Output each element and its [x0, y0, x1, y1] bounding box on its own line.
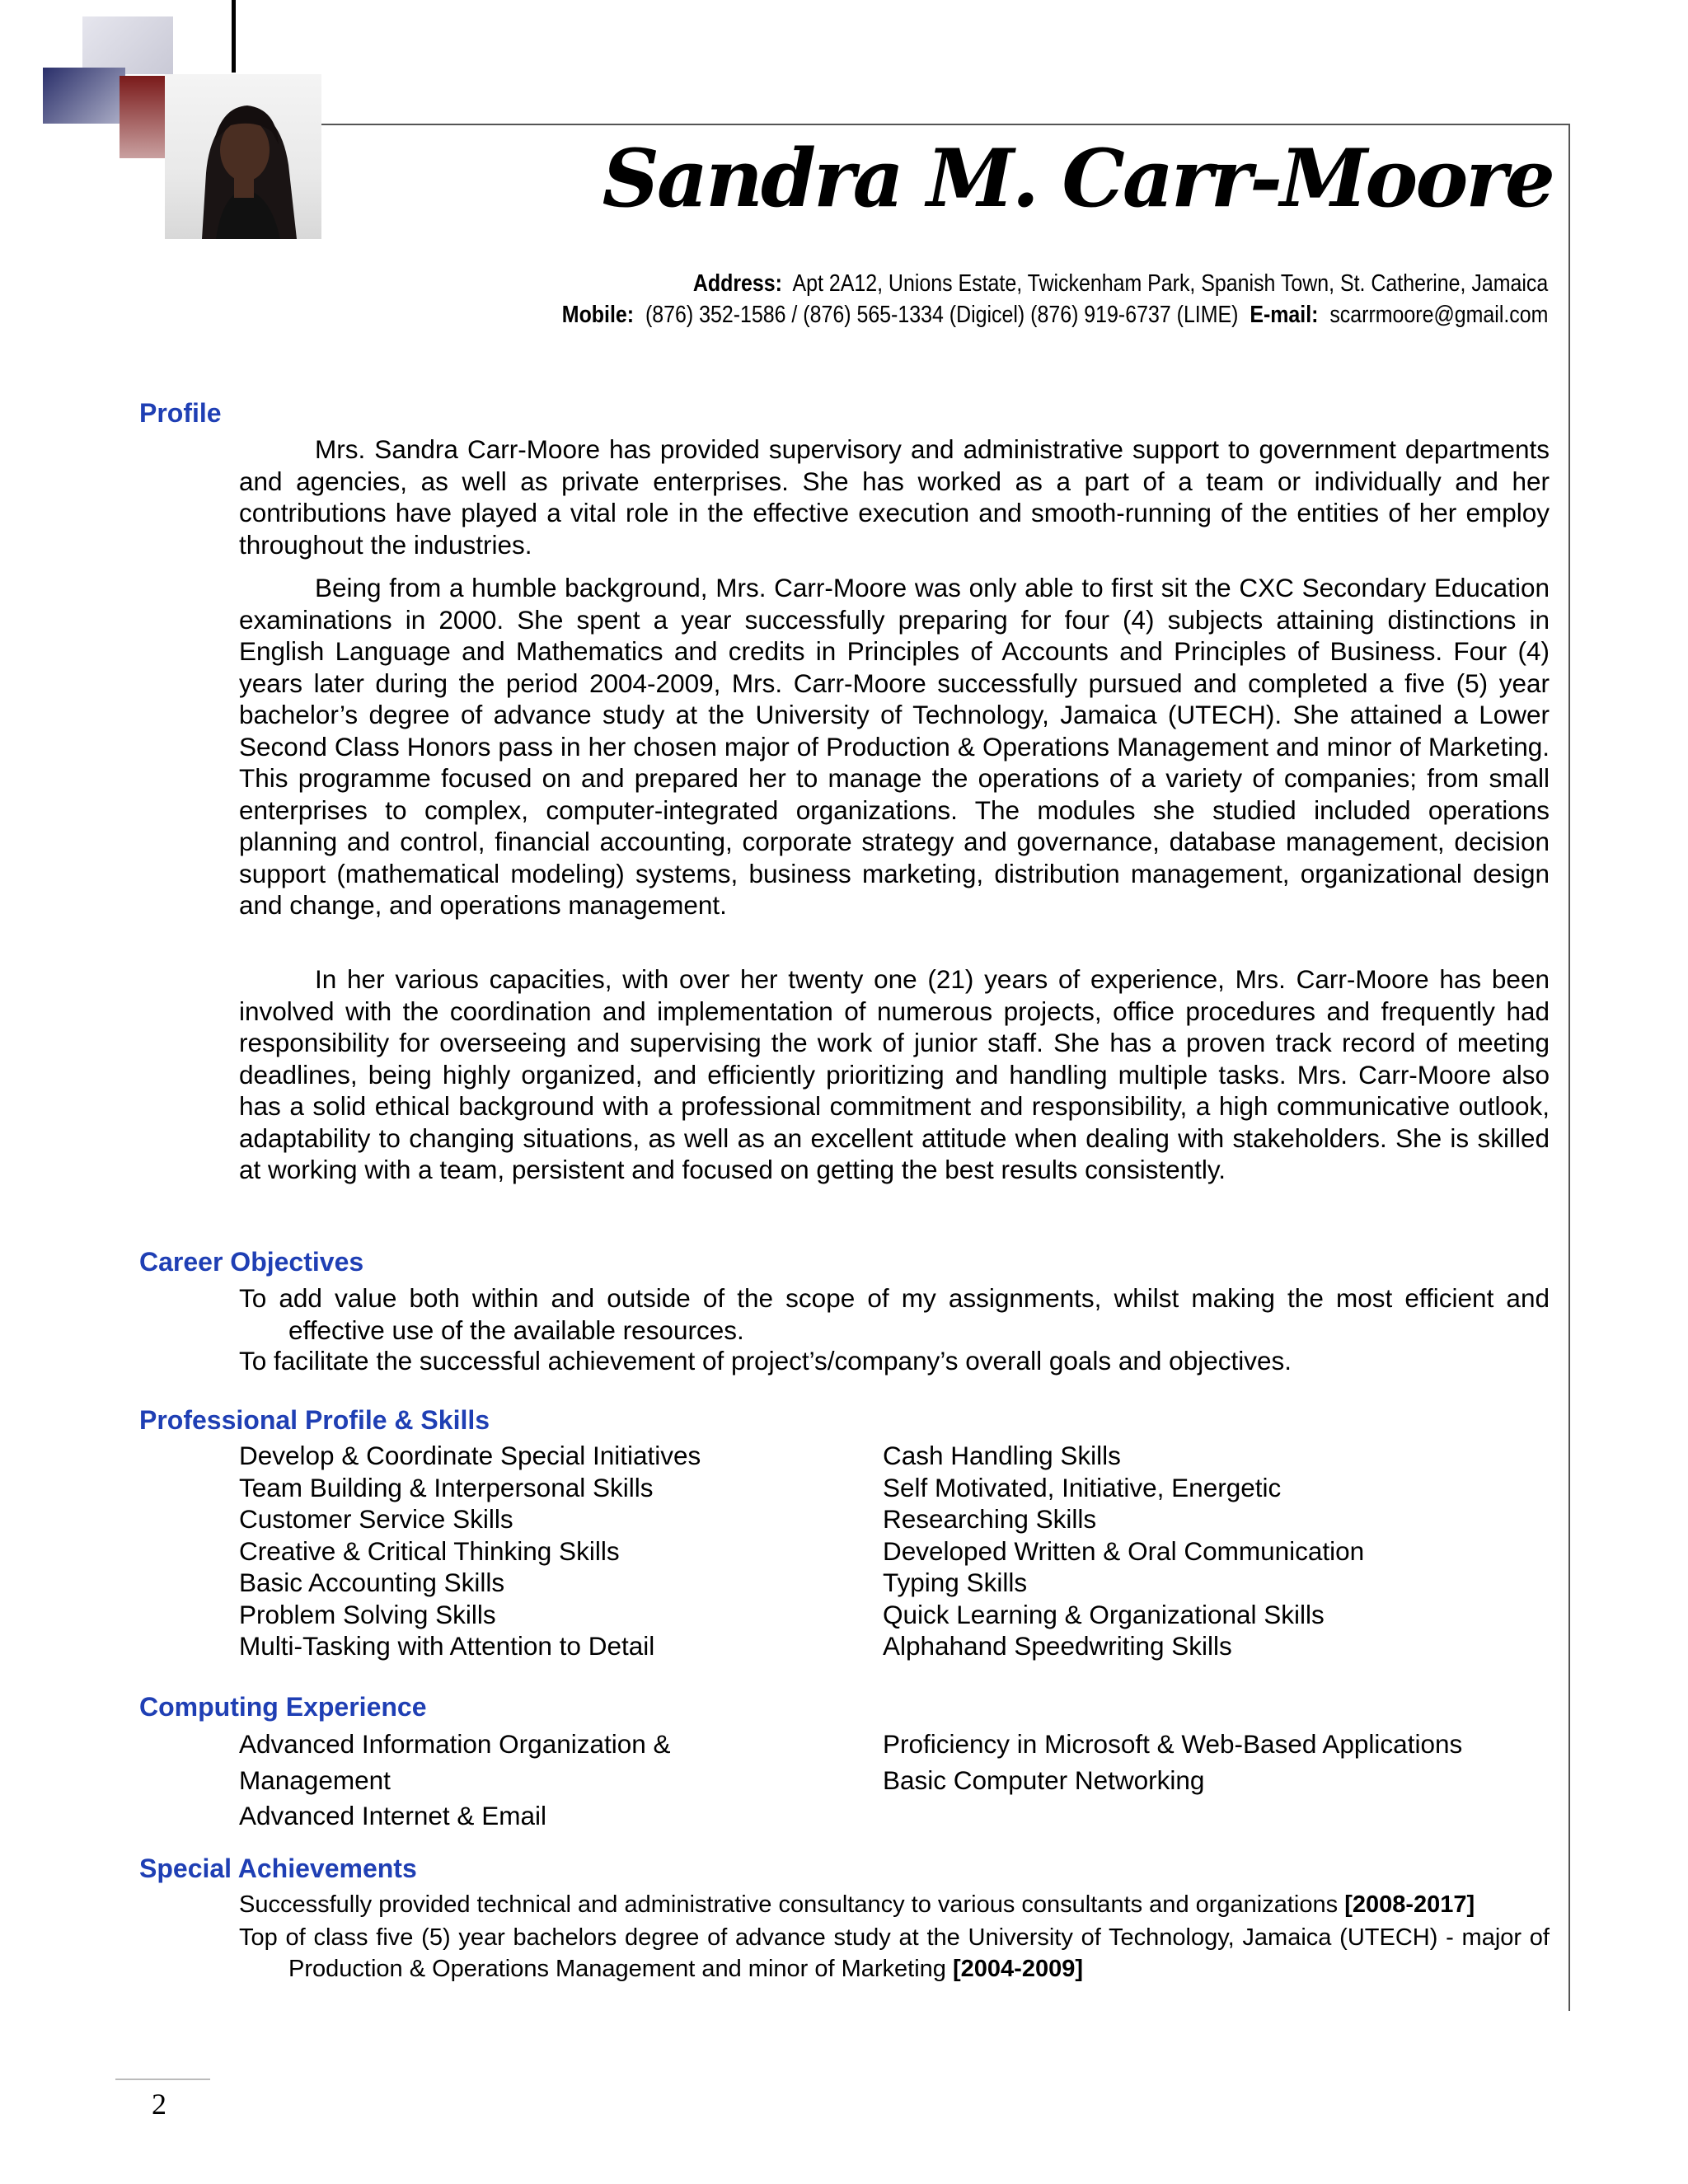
contact-line: [561, 302, 1548, 329]
skills-right-column: [883, 1440, 1364, 1662]
achievement-item-2: [239, 1922, 1550, 1985]
decorative-square-gray: [82, 16, 173, 74]
skills-heading: Professional Profile & Skills: [139, 1405, 490, 1435]
achievements-heading: Special Achievements: [139, 1854, 417, 1883]
skill-item: Basic Accounting Skills: [239, 1568, 505, 1597]
skill-item: Problem Solving Skills: [239, 1599, 496, 1629]
profile-paragraph-2: Being from a humble background, Mrs. Carr-Moore was only able to first sit the CXC Secondary Education examinations in 2000. She spent a year successfully preparing for four (4) subjects attaining distinctions in English Language and Mathematics and credits in Principles of Accounts and Principles of Business. Four (4) years later during the period 2004-2009, Mrs. Carr-Moore successfully pursued and completed a five (5) year bachelor’s degree of advance study at the University of Technology, Jamaica (UTECH). She attained a Lower Second Class Honors pass in her chosen major of Production & Operations Management and minor of Marketing. This programme focused on and prepared her to manage the operations of a variety of companies; from small enterprises to complex, computer-integrated organizations. The modules she studied included operations planning and control, financial accounting, corporate strategy and governance, database management, decision support (mathematical modeling) systems, business marketing, distribution management, organizational design and change, and operations management.: [239, 573, 1550, 920]
profile-heading: Profile: [139, 398, 222, 428]
career-heading: Career Objectives: [139, 1247, 364, 1277]
skill-item: Self Motivated, Initiative, Energetic: [883, 1472, 1282, 1502]
computing-item: Management: [239, 1765, 391, 1795]
computing-item: Proficiency in Microsoft & Web-Based Applications: [883, 1729, 1463, 1759]
computing-item: Advanced Internet & Email: [239, 1801, 546, 1830]
computing-heading: Computing Experience: [139, 1692, 427, 1722]
page-right-border: [1568, 124, 1570, 2011]
achievement-item-1: [239, 1889, 1550, 1920]
skill-item: Creative & Critical Thinking Skills: [239, 1535, 620, 1566]
decorative-square-red: [120, 76, 165, 158]
skill-item: Researching Skills: [883, 1504, 1097, 1534]
computing-item: Advanced Information Organization &: [239, 1729, 671, 1759]
career-objective-1: To add value both within and outside of the scope of my assignments, whilst making the most efficient and effective use of the available resources.: [239, 1283, 1550, 1345]
skill-item: Alphahand Speedwriting Skills: [883, 1631, 1232, 1661]
skill-item: Quick Learning & Organizational Skills: [883, 1599, 1325, 1629]
email-label: E-mail:: [1249, 302, 1319, 328]
profile-photo: [165, 74, 321, 239]
profile-paragraph-1: Mrs. Sandra Carr-Moore has provided supervisory and administrative support to government departments and agencies, as well as private enterprises. She has worked as a part of a team or individually and her contributions have played a vital role in the effective execution and smooth-running of the entities of her employ throughout the industries.: [239, 434, 1550, 560]
achievement-years: [2004-2009]: [952, 1956, 1083, 1982]
career-objective-2: To facilitate the successful achievement of project’s/company’s overall goals and objectives.: [239, 1346, 1292, 1376]
email-value[interactable]: scarrmoore@gmail.com: [1329, 302, 1548, 328]
skill-item: Developed Written & Oral Communication: [883, 1535, 1365, 1566]
achievement-text: Successfully provided technical and administrative consultancy to various consultants and organizations: [239, 1891, 1345, 1918]
skills-left-column: [239, 1440, 701, 1662]
achievement-text: Top of class five (5) year bachelors degree of advance study at the University of Technology, Jamaica (UTECH) - major of Production & Operations Management and minor of Marketing: [239, 1924, 1550, 1982]
computing-right-column: [883, 1727, 1462, 1798]
address-value: Apt 2A12, Unions Estate, Twickenham Park, Spanish Town, St. Catherine, Jamaica: [792, 270, 1548, 297]
skill-item: Team Building & Interpersonal Skills: [239, 1472, 654, 1502]
decorative-vertical-line: [232, 0, 236, 73]
mobile-label: Mobile:: [561, 302, 634, 328]
applicant-name: Sandra M. Carr-Moore: [602, 132, 1553, 225]
address-line: [693, 270, 1548, 298]
profile-paragraph-3: In her various capacities, with over her twenty one (21) years of experience, Mrs. Carr-Moore has been involved with the coordination and implementation of numerous projects, office procedures and frequently had responsibility for overseeing and supervising the work of junior staff. She has a proven track record of meeting deadlines, being highly organized, and efficiently prioritizing and handling multiple tasks. Mrs. Carr-Moore also has a solid ethical background with a professional commitment and responsibility, a high communicative outlook, adaptability to changing situations, as well as an excellent attitude when dealing with stakeholders. She is skilled at working with a team, persistent and focused on getting the best results consistently.: [239, 964, 1550, 1184]
footer-rule: [115, 2079, 210, 2080]
page-number: 2: [152, 2088, 166, 2121]
skill-item: Cash Handling Skills: [883, 1441, 1121, 1470]
skill-item: Customer Service Skills: [239, 1504, 513, 1534]
skill-item: Develop & Coordinate Special Initiatives: [239, 1441, 701, 1470]
computing-item: Basic Computer Networking: [883, 1765, 1205, 1795]
skill-item: Multi-Tasking with Attention to Detail: [239, 1631, 655, 1661]
decorative-square-navy: [43, 68, 125, 124]
skill-item: Typing Skills: [883, 1568, 1028, 1597]
mobile-value: (876) 352-1586 / (876) 565-1334 (Digicel) (876) 919-6737 (LIME): [645, 302, 1239, 328]
header-rule: [165, 124, 1569, 125]
address-label: Address:: [692, 270, 782, 297]
computing-left-column: [239, 1727, 671, 1835]
achievement-years: [2008-2017]: [1344, 1891, 1475, 1918]
